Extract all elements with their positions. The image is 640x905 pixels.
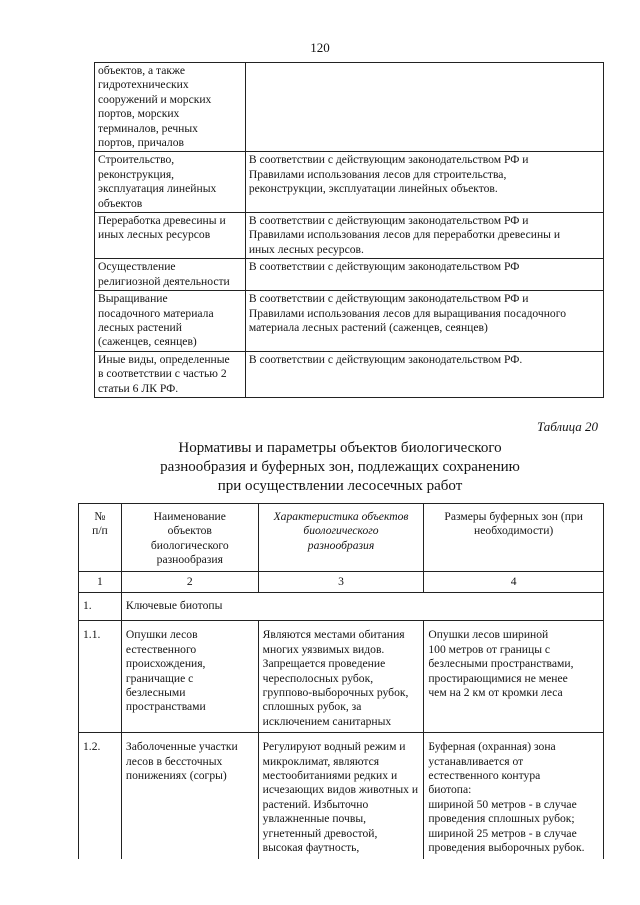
table-row bbox=[95, 351, 604, 397]
activity-cell: Строительство, реконструкция, эксплуатация линейных объектов bbox=[95, 152, 246, 213]
section-num: 1. bbox=[79, 593, 122, 621]
row-num: 1.1. bbox=[79, 621, 122, 733]
biodiversity-table bbox=[78, 503, 604, 859]
page-number: 120 bbox=[310, 40, 330, 55]
column-number-row bbox=[79, 572, 604, 593]
table-row bbox=[79, 733, 604, 859]
object-name-cell: Опушки лесов естественного происхождения, граничащие с безлесными пространствами bbox=[121, 621, 258, 733]
activity-cell: Выращивание посадочного материала лесных растений (саженцев, сеянцев) bbox=[95, 291, 246, 352]
header-num: № п/п bbox=[79, 504, 122, 572]
table-heading: Нормативы и параметры объектов биологического разнообразия и буферных зон, подлежащих сохранению при осуществлении лесосечных работ bbox=[160, 440, 520, 494]
section-title: Ключевые биотопы bbox=[121, 593, 603, 621]
object-name-cell: Заболоченные участки лесов в бессточных понижениях (согры) bbox=[121, 733, 258, 859]
table-row bbox=[79, 621, 604, 733]
activity-cell: Переработка древесины и иных лесных ресурсов bbox=[95, 213, 246, 259]
requirement-cell: В соответствии с действующим законодательством РФ и Правилами использования лесов для строительства, реконструкции, эксплуатации линейных объектов. bbox=[245, 152, 603, 213]
column-number: 1 bbox=[79, 572, 122, 593]
header-characteristic: Характеристика объектов биологического разнообразия bbox=[258, 504, 424, 572]
buffer-zone-cell: Опушки лесов шириной 100 метров от границы с безлесными пространствами, простирающимися не менее чем на 2 км от кромки леса bbox=[424, 621, 604, 733]
buffer-zone-cell: Буферная (охранная) зона устанавливается от естественного контура биотопа: шириной 50 метров - в случае проведения сплошных рубок; шириной 25 метров - в случае проведения выборочных рубок. bbox=[424, 733, 604, 859]
section-row bbox=[79, 593, 604, 621]
table-row bbox=[95, 291, 604, 352]
row-num: 1.2. bbox=[79, 733, 122, 859]
column-number: 3 bbox=[258, 572, 424, 593]
characteristic-cell: Являются местами обитания многих уязвимых видов. Запрещается проведение чересполосных рубок, группово-выборочных рубок, сплошных рубок, за исключением санитарных bbox=[258, 621, 424, 733]
requirement-cell: В соответствии с действующим законодательством РФ и Правилами использования лесов для выращивания посадочного материала лесных растений (саженцев, сеянцев) bbox=[245, 291, 603, 352]
table-caption: Таблица 20 bbox=[536, 419, 598, 434]
requirement-cell bbox=[245, 63, 603, 152]
activity-cell: Иные виды, определенные в соответствии с частью 2 статьи 6 ЛК РФ. bbox=[95, 351, 246, 397]
activity-cell: Осуществление религиозной деятельности bbox=[95, 259, 246, 291]
header-name: Наименование объектов биологического разнообразия bbox=[121, 504, 258, 572]
header-row bbox=[79, 504, 604, 572]
header-buffer: Размеры буферных зон (при необходимости) bbox=[424, 504, 604, 572]
requirement-cell: В соответствии с действующим законодательством РФ. bbox=[245, 351, 603, 397]
column-number: 2 bbox=[121, 572, 258, 593]
table-row bbox=[95, 259, 604, 291]
table-row bbox=[95, 213, 604, 259]
land-use-table bbox=[94, 62, 604, 398]
table-row bbox=[95, 152, 604, 213]
requirement-cell: В соответствии с действующим законодательством РФ и Правилами использования лесов для переработки древесины и иных лесных ресурсов. bbox=[245, 213, 603, 259]
table-row bbox=[95, 63, 604, 152]
characteristic-cell: Регулируют водный режим и микроклимат, являются местообитаниями редких и исчезающих видов животных и растений. Избыточно увлажненные почвы, угнетенный древостой, высокая фаутность, bbox=[258, 733, 424, 859]
activity-cell: объектов, а также гидротехнических сооружений и морских портов, морских терминалов, речных портов, причалов bbox=[95, 63, 246, 152]
requirement-cell: В соответствии с действующим законодательством РФ bbox=[245, 259, 603, 291]
column-number: 4 bbox=[424, 572, 604, 593]
